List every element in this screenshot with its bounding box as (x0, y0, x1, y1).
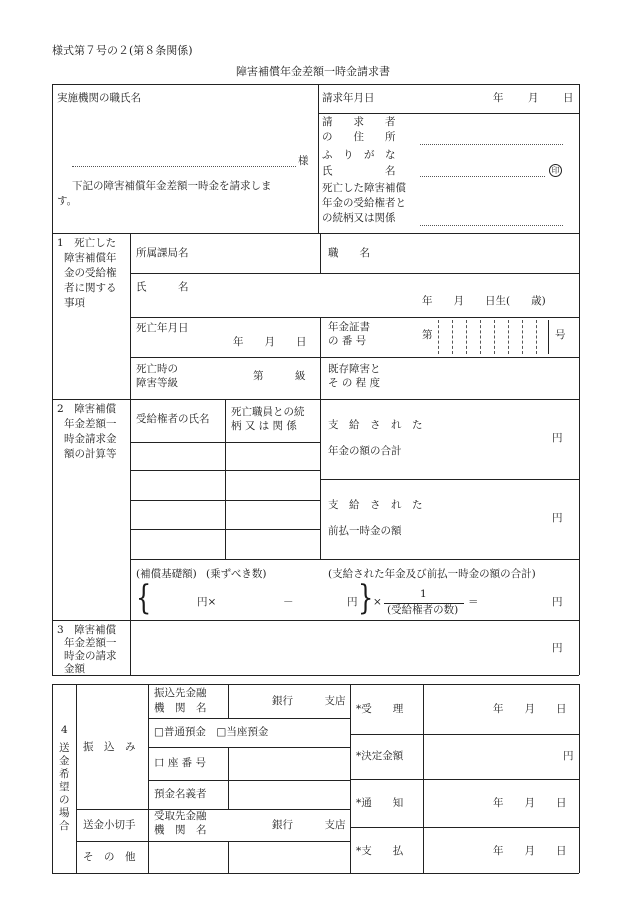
formula-yen-1: 円 (347, 596, 358, 608)
name-label: 氏 名 (322, 165, 396, 177)
request-date-day[interactable]: 日 (563, 92, 574, 104)
job-title-label: 職 名 (328, 247, 370, 259)
relation-header-2: 柄 又 は 関 係 (231, 420, 297, 432)
relation-label-1: 死亡した障害補償 (322, 182, 406, 194)
pension-no-label-2: の 番 号 (328, 335, 367, 347)
request-date-month[interactable]: 月 (528, 92, 539, 104)
formula-yen-times: 円× (197, 596, 217, 608)
address-input-line[interactable] (420, 144, 563, 145)
page-title: 障害補償年金差額一時金請求書 (236, 65, 390, 78)
bank-label-2: 機 関 名 (154, 702, 207, 714)
formula-minus: － (283, 596, 294, 608)
transfer-label: 振 込 み (83, 741, 136, 753)
formula-numerator: 1 (420, 588, 427, 600)
formula-times: × (373, 596, 382, 608)
bank-branch-field[interactable]: 銀行 支店 (272, 695, 346, 707)
request-text-1: 下記の障害補償年金差額一時金を請求しま (72, 180, 272, 192)
recv-bank-label-1: 受取先金融 (154, 810, 207, 822)
request-text-2: す。 (57, 195, 78, 207)
decided-amount-label: *決定金額 (356, 750, 404, 762)
formula-mult-label: (乗ずべき数) (206, 568, 267, 580)
relation-header-1: 死亡職員との続 (231, 406, 305, 418)
payment-label: *支 払 (356, 845, 404, 857)
claim-amount-yen: 円 (552, 642, 563, 654)
pension-no-suffix: 号 (555, 329, 566, 341)
deceased-name-label: 氏 名 (136, 281, 189, 293)
grade-label-2: 障害等級 (136, 377, 178, 389)
payment-date[interactable]: 年 月 日 (493, 845, 567, 857)
received-label: *受 理 (356, 703, 404, 715)
furigana-label: ふ り が な (322, 149, 396, 161)
left-brace: { (136, 578, 152, 618)
formula-equals: ＝ (468, 596, 479, 608)
paid-pension-label-1: 支 給 さ れ た (328, 419, 423, 431)
relation-label-3: の続柄又は関係 (322, 212, 396, 224)
check-label: 送金小切手 (83, 819, 136, 831)
seal-mark: 印 (549, 164, 562, 177)
existing-label-1: 既存障害と (328, 363, 381, 375)
form-number: 様式第７号の２(第８条関係) (52, 44, 193, 57)
paid-pension-yen: 円 (552, 432, 563, 444)
request-date-year[interactable]: 年 (493, 92, 504, 104)
address-label-1: 請 求 者 (322, 116, 396, 128)
relation-label-2: 年金の受給権者と (322, 197, 406, 209)
dept-label: 所属課局名 (136, 247, 189, 259)
existing-label-2: そ の 程 度 (328, 377, 381, 389)
recipient-name-header: 受給権者の氏名 (136, 413, 210, 425)
section4-number: 4 (61, 724, 68, 736)
formula-result-yen: 円 (552, 596, 563, 608)
death-date-field[interactable]: 年 月 日 (233, 336, 307, 348)
address-label-2: の 住 所 (322, 131, 396, 143)
grade-label-1: 死亡時の (136, 363, 178, 375)
other-label: そ の 他 (83, 851, 136, 863)
notice-label: *通 知 (356, 797, 404, 809)
received-date[interactable]: 年 月 日 (493, 703, 567, 715)
deposit-type-checkboxes[interactable]: □普通預金 □当座預金 (154, 726, 269, 738)
formula-denominator: (受給権者の数) (387, 604, 459, 616)
org-label: 実施機関の職氏名 (57, 92, 141, 104)
grade-field[interactable]: 第 級 (253, 370, 306, 382)
bank-label-1: 振込先金融 (154, 687, 207, 699)
right-brace: } (358, 578, 374, 618)
paid-lump-label-2: 前払一時金の額 (328, 525, 402, 537)
org-input-line[interactable] (72, 166, 296, 167)
relation-input-line[interactable] (420, 225, 563, 226)
paid-pension-label-2: 年金の額の合計 (328, 445, 402, 457)
paid-lump-yen: 円 (552, 512, 563, 524)
recv-bank-branch-field[interactable]: 銀行 支店 (272, 819, 346, 831)
recv-bank-label-2: 機 関 名 (154, 824, 207, 836)
account-number-label: 口 座 番 号 (154, 757, 207, 769)
account-name-label: 預金名義者 (154, 788, 207, 800)
name-input-line[interactable] (420, 176, 545, 177)
decided-amount-yen: 円 (563, 750, 574, 762)
request-date-label: 請求年月日 (322, 92, 375, 104)
death-date-label: 死亡年月日 (136, 322, 189, 334)
birth-date-field[interactable]: 年 月 日生( 歳) (422, 295, 546, 307)
notice-date[interactable]: 年 月 日 (493, 797, 567, 809)
sama-suffix: 様 (298, 155, 309, 167)
formula-sum-label: (支給された年金及び前払一時金の額の合計) (328, 568, 536, 580)
pension-no-prefix: 第 (422, 329, 433, 341)
paid-lump-label-1: 支 給 さ れ た (328, 499, 423, 511)
pension-no-label-1: 年金証書 (328, 321, 370, 333)
formula-base-label: (補償基礎額) (136, 568, 197, 580)
